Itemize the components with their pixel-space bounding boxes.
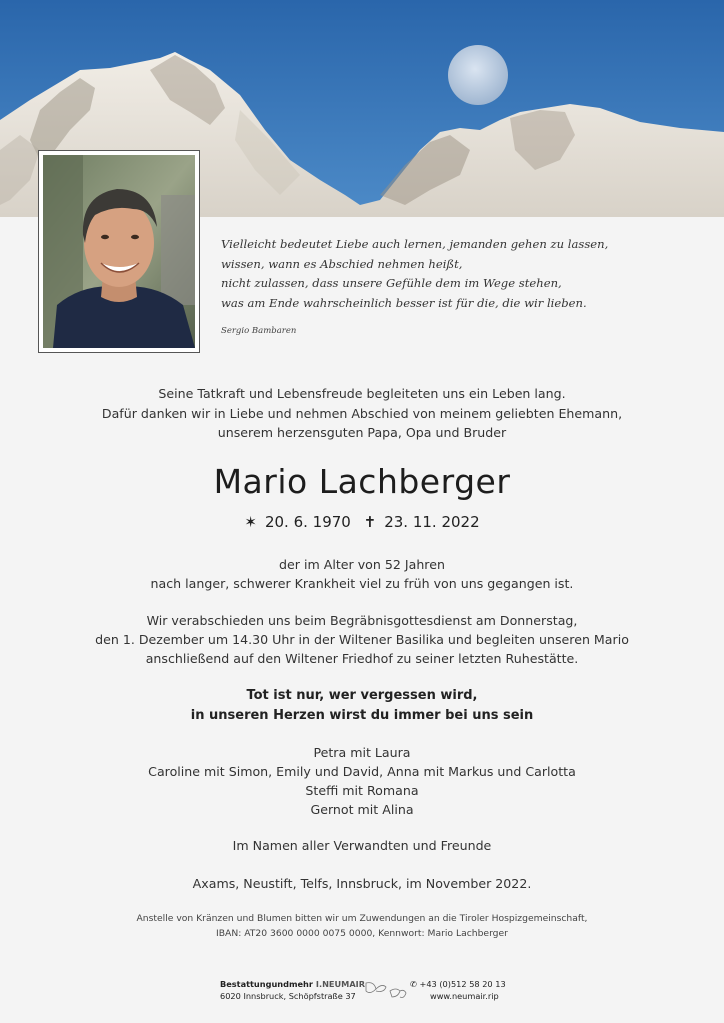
intro-text [0,384,724,443]
moon-image [448,45,508,105]
butterfly-logo-icon [362,979,408,1005]
age-text [0,555,724,593]
service-line: den 1. Dezember um 14.30 Uhr in der Wiltener Basilika und begleiten unseren Mario [95,632,629,647]
funeral-home-footer [220,979,510,1005]
intro-line: Seine Tatkraft und Lebensfreude begleiteten uns ein Leben lang. [158,386,566,401]
service-line: anschließend auf den Wiltener Friedhof zu seiner letzten Ruhestätte. [145,651,579,666]
motto-text [0,686,724,726]
birth-symbol-icon: ✶ [244,513,257,531]
quote-block [221,235,681,313]
quote-line: nicht zulassen, dass unsere Gefühle dem im Wege stehen, [221,276,562,290]
portrait-photo [43,155,195,348]
intro-line: Dafür danken wir in Liebe und nehmen Abschied von meinem geliebten Ehemann, [101,405,623,421]
motto-line: Tot ist nur, wer vergessen wird, [246,688,478,703]
life-dates [0,513,724,531]
death-cross-icon: ✝ [363,513,377,531]
funeral-home-brand [220,979,365,989]
age-line: der im Alter von 52 Jahren [279,557,445,572]
phone-text: +43 (0)512 58 20 13 [419,979,506,989]
funeral-service-text [0,611,724,668]
brand-owner: I.NEUMAIR [315,979,366,989]
website-link[interactable]: www.neumair.rip [430,991,499,1001]
intro-line: unserem herzensguten Papa, Opa und Bruder [217,425,507,440]
family-line: Steffi mit Romana [305,783,419,798]
family-list [0,743,724,819]
age-line: nach langer, schwerer Krankheit viel zu früh von uns gegangen ist. [150,576,574,591]
death-date: 23. 11. 2022 [384,513,480,531]
motto-line: in unseren Herzen wirst du immer bei uns sein [190,708,534,723]
donation-note [0,911,724,941]
deceased-name: Mario Lachberger [213,462,511,501]
quote-line: Vielleicht bedeutet Liebe auch lernen, jemanden gehen zu lassen, [221,237,609,251]
donation-line: Anstelle von Kränzen und Blumen bitten wir um Zuwendungen an die Tiroler Hospizgemeinschaft, [136,913,588,924]
relatives-text: Im Namen aller Verwandten und Freunde [232,838,492,853]
quote-line: wissen, wann es Abschied nehmen heißt, [221,256,463,271]
family-line: Petra mit Laura [313,745,411,760]
quote-line: was am Ende wahrscheinlich besser ist für die, die wir lieben. [221,295,587,310]
funeral-home-address: 6020 Innsbruck, Schöpfstraße 37 [220,991,356,1001]
family-line: Caroline mit Simon, Emily und David, Anna mit Markus und Carlotta [148,764,576,779]
brand-name: Bestattungundmehr [220,979,313,989]
phone-icon: ✆ [410,979,417,989]
phone-number[interactable] [410,979,506,989]
service-line: Wir verabschieden uns beim Begräbnisgottesdienst am Donnerstag, [146,613,578,628]
donation-line: IBAN: AT20 3600 0000 0075 0000, Kennwort: Mario Lachberger [216,928,508,939]
quote-author: Sergio Bambaren [221,326,297,336]
place-date-text: Axams, Neustift, Telfs, Innsbruck, im November 2022. [192,876,532,891]
family-line: Gernot mit Alina [310,802,414,817]
birth-date: 20. 6. 1970 [264,513,351,531]
portrait-photo-frame [38,150,200,353]
